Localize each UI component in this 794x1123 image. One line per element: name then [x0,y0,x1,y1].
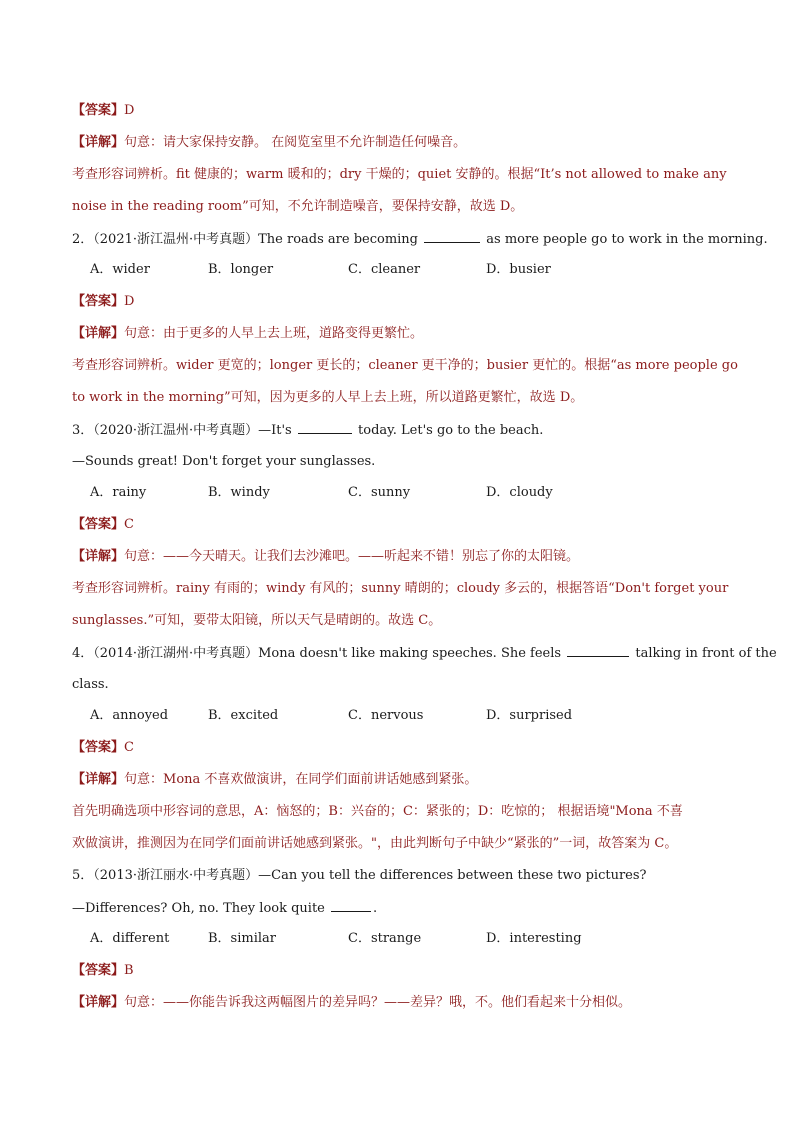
q3-analysis-line-2: sunglasses.”可知，要带太阳镜，所以天气是晴朗的。故选 C。 [72,613,442,628]
detail-meaning: 句意：请大家保持安静。 在阅览室里不允许制造任何噪音。 [124,135,467,150]
q1-analysis-line-2: noise in the reading room”可知，不允许制造噪音，要保持安静，故选 D。 [72,199,524,214]
option-c: C．nervous [348,708,424,723]
q5-stem-line-1: 5．（2013·浙江丽水·中考真题）—Can you tell the differences between these two pictures? [72,868,647,883]
detail-tag: 【详解】 [72,995,125,1010]
q4-stem [72,644,777,663]
option-a: A．different [90,931,170,946]
detail-meaning: 句意：——今天晴天。让我们去沙滩吧。——听起来不错！别忘了你的太阳镜。 [124,549,580,564]
detail-tag: 【详解】 [72,326,125,341]
option-a: A．annoyed [90,708,169,723]
detail-tag: 【详解】 [72,772,125,787]
answer-tag: 【答案】 [72,294,125,309]
q3-blank [298,421,352,434]
option-d: D．interesting [486,931,582,946]
option-d: D．cloudy [486,485,553,500]
q5-answer-line [72,962,732,980]
detail-meaning: 句意：Mona 不喜欢做演讲，在同学们面前讲话她感到紧张。 [124,772,478,787]
q3-stem-line-2: —Sounds great! Don't forget your sunglasses. [72,454,376,469]
option-a: A．rainy [90,485,147,500]
q4-answer-line [72,739,732,757]
q4-blank [567,644,629,657]
option-c: C．sunny [348,485,411,500]
answer-tag: 【答案】 [72,740,125,755]
q1-analysis-line-1: 考查形容词辨析。fit 健康的；warm 暖和的；dry 干燥的；quiet 安静的。根据“It’s not allowed to make any [72,167,727,182]
answer-value: D [124,294,135,309]
option-b: B．excited [208,708,279,723]
answer-tag: 【答案】 [72,103,125,118]
answer-tag: 【答案】 [72,517,125,532]
option-b: B．windy [208,485,270,500]
detail-meaning: 句意：——你能告诉我这两幅图片的差异吗？——差异？哦，不。他们看起来十分相似。 [124,995,632,1010]
q3-stem-post: today. Let's go to the beach. [358,423,544,438]
q3-stem-pre: 3．（2020·浙江温州·中考真题）—It's [72,423,292,438]
q5-stem-pre: —Differences? Oh, no. They look quite [72,901,325,916]
answer-value: C [124,740,134,755]
q2-blank [424,230,480,243]
q4-stem-line-2: class. [72,677,109,692]
detail-tag: 【详解】 [72,549,125,564]
q4-stem-pre: 4．（2014·浙江湖州·中考真题）Mona doesn't like making speeches. She feels [72,646,562,661]
detail-meaning: 句意：由于更多的人早上去上班，道路变得更繁忙。 [124,326,424,341]
answer-value: C [124,517,134,532]
q1-answer-line [72,102,732,120]
q3-detail-line [72,548,732,566]
option-d: D．surprised [486,708,573,723]
q4-stem-post: talking in front of the [635,646,777,661]
q5-stem-line-2 [72,899,732,918]
q2-answer-line [72,293,732,311]
q5-blank [331,899,371,912]
q3-answer-line [72,516,732,534]
q3-stem [72,421,732,440]
option-b: B．longer [208,262,274,277]
option-b: B．similar [208,931,276,946]
q5-stem-post: . [373,901,378,916]
option-c: C．cleaner [348,262,421,277]
q2-analysis-line-2: to work in the morning”可知，因为更多的人早上去上班，所以道路更繁忙，故选 D。 [72,390,584,405]
q4-analysis-line-2: 欢做演讲，推测因为在同学们面前讲话她感到紧张。"，由此判断句子中缺少“紧张的”一词，故答案为 C。 [72,836,678,851]
option-a: A．wider [90,262,150,277]
q2-stem-post: as more people go to work in the morning. [486,232,768,247]
option-c: C．strange [348,931,422,946]
q4-detail-line [72,771,732,789]
q2-stem-pre: 2．（2021·浙江温州·中考真题）The roads are becoming [72,232,418,247]
q2-analysis-line-1: 考查形容词辨析。wider 更宽的；longer 更长的；cleaner 更干净的；busier 更忙的。根据“as more people go [72,358,738,373]
q3-analysis-line-1: 考查形容词辨析。rainy 有雨的；windy 有风的；sunny 晴朗的；cloudy 多云的，根据答语“Don't forget your [72,581,729,596]
answer-tag: 【答案】 [72,963,125,978]
q5-detail-line [72,994,732,1012]
q4-analysis-line-1: 首先明确选项中形容词的意思，A：恼怒的；B：兴奋的；C：紧张的；D：吃惊的； 根据语境"Mona 不喜 [72,804,683,819]
option-d: D．busier [486,262,551,277]
q2-detail-line [72,325,732,343]
q1-detail-line [72,134,732,152]
answer-value: D [124,103,135,118]
answer-value: B [124,963,134,978]
detail-tag: 【详解】 [72,135,125,150]
q2-stem [72,230,768,249]
